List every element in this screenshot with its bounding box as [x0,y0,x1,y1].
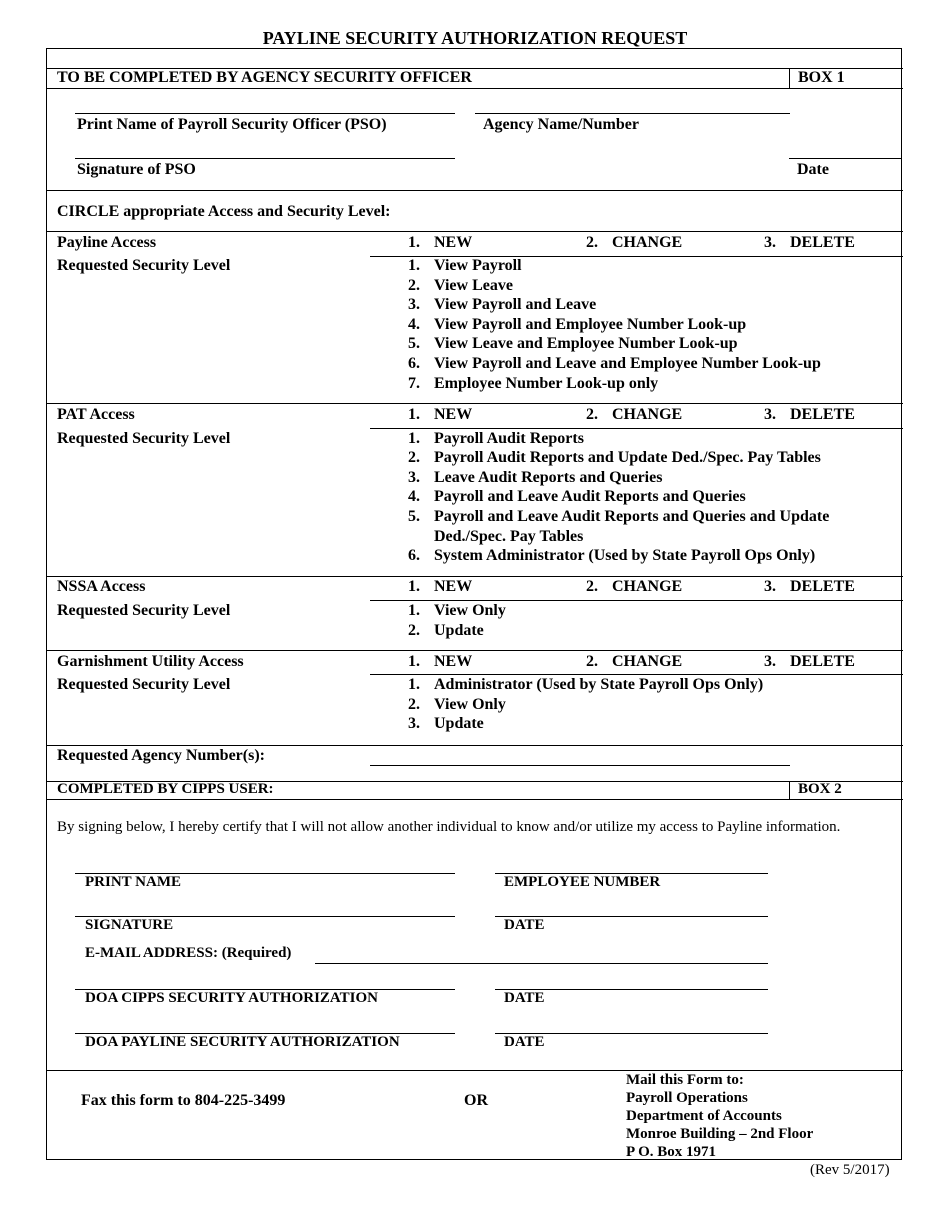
garnishment-access-label: Garnishment Utility Access [57,653,244,670]
mail-line: Mail this Form to: [626,1072,744,1088]
cipps-auth-label: DOA CIPPS SECURITY AUTHORIZATION [85,990,378,1006]
level-number: 1. [408,676,420,693]
action-change[interactable]: CHANGE [612,406,683,423]
pso-date-line[interactable] [789,158,902,159]
garnishment-level-option[interactable]: View Only [434,696,506,713]
pat-level-option[interactable]: System Administrator (Used by State Payroll Ops Only) [434,547,816,564]
level-number: 5. [408,508,420,525]
agency-numbers-line[interactable] [370,765,790,766]
level-number: 4. [408,488,420,505]
action-number: 3. [764,406,776,423]
payline-access-label: Payline Access [57,234,157,251]
payline-date-label: DATE [504,1034,545,1050]
pat-level-option-continued[interactable]: Ded./Spec. Pay Tables [434,528,584,545]
level-number: 6. [408,355,420,372]
action-new[interactable]: NEW [434,653,473,670]
pat-level-option[interactable]: Leave Audit Reports and Queries [434,469,663,486]
print-name-label: PRINT NAME [85,874,181,890]
box1-label: BOX 1 [798,69,845,86]
action-new[interactable]: NEW [434,234,473,251]
pso-signature-label: Signature of PSO [77,161,196,178]
level-number: 2. [408,696,420,713]
or-label: OR [464,1092,488,1109]
payline-auth-label: DOA PAYLINE SECURITY AUTHORIZATION [85,1034,400,1050]
level-number: 3. [408,469,420,486]
level-number: 1. [408,430,420,447]
action-delete[interactable]: DELETE [790,234,855,251]
level-number: 4. [408,316,420,333]
nssa-level-option[interactable]: Update [434,622,484,639]
level-number: 1. [408,602,420,619]
level-number: 2. [408,449,420,466]
agency-line[interactable] [475,113,790,114]
level-number: 6. [408,547,420,564]
mail-line: Monroe Building – 2nd Floor [626,1126,814,1142]
action-number: 1. [408,234,420,251]
garnishment-level-option[interactable]: Administrator (Used by State Payroll Ops Only) [434,676,764,693]
email-line[interactable] [315,963,768,964]
pso-date-label: Date [797,161,829,178]
mail-line: Payroll Operations [626,1090,748,1106]
mail-line: P O. Box 1971 [626,1144,717,1160]
action-number: 2. [586,653,598,670]
agency-numbers-label: Requested Agency Number(s): [57,747,265,764]
level-number: 3. [408,715,420,732]
nssa-access-label: NSSA Access [57,578,146,595]
action-number: 1. [408,406,420,423]
level-number: 2. [408,622,420,639]
payline-level-option[interactable]: View Leave and Employee Number Look-up [434,335,738,352]
action-number: 3. [764,653,776,670]
fax-instruction: Fax this form to 804-225-3499 [81,1092,286,1109]
action-number: 2. [586,578,598,595]
action-new[interactable]: NEW [434,578,473,595]
pat-level-option[interactable]: Payroll and Leave Audit Reports and Queries [434,488,746,505]
pat-level-option[interactable]: Payroll Audit Reports [434,430,584,447]
garnishment-security-level-label: Requested Security Level [57,676,231,693]
payline-level-option[interactable]: View Payroll [434,257,522,274]
action-delete[interactable]: DELETE [790,578,855,595]
payline-security-level-label: Requested Security Level [57,257,231,274]
pso-name-line[interactable] [75,113,455,114]
level-number: 1. [408,257,420,274]
payline-level-option[interactable]: View Payroll and Leave [434,296,597,313]
email-label: E-MAIL ADDRESS: (Required) [85,945,292,961]
employee-number-label: EMPLOYEE NUMBER [504,874,661,890]
level-number: 2. [408,277,420,294]
payline-level-option[interactable]: Employee Number Look-up only [434,375,659,392]
payline-level-option[interactable]: View Leave [434,277,513,294]
action-number: 3. [764,578,776,595]
box2-label: BOX 2 [798,781,842,797]
action-change[interactable]: CHANGE [612,234,683,251]
pso-name-label: Print Name of Payroll Security Officer (PSO) [77,116,387,133]
nssa-security-level-label: Requested Security Level [57,602,231,619]
action-number: 3. [764,234,776,251]
action-delete[interactable]: DELETE [790,653,855,670]
box1-header: TO BE COMPLETED BY AGENCY SECURITY OFFICER [57,69,472,86]
box2-header: COMPLETED BY CIPPS USER: [57,781,274,797]
action-number: 1. [408,578,420,595]
certification-text: By signing below, I hereby certify that I will not allow another individual to know and/or utilize my access to Payline information. [57,819,841,835]
mail-line: Department of Accounts [626,1108,782,1124]
pso-signature-line[interactable] [75,158,455,159]
action-number: 2. [586,234,598,251]
action-change[interactable]: CHANGE [612,653,683,670]
payline-level-option[interactable]: View Payroll and Leave and Employee Number Look-up [434,355,821,372]
pat-security-level-label: Requested Security Level [57,430,231,447]
pat-level-option[interactable]: Payroll and Leave Audit Reports and Queries and Update [434,508,830,525]
mail-address [626,1071,813,1161]
level-number: 5. [408,335,420,352]
signature-date-label: DATE [504,917,545,933]
level-number: 3. [408,296,420,313]
action-number: 2. [586,406,598,423]
action-change[interactable]: CHANGE [612,578,683,595]
nssa-level-option[interactable]: View Only [434,602,506,619]
action-new[interactable]: NEW [434,406,473,423]
payline-level-option[interactable]: View Payroll and Employee Number Look-up [434,316,747,333]
pat-access-label: PAT Access [57,406,135,423]
garnishment-level-option[interactable]: Update [434,715,484,732]
page-title: PAYLINE SECURITY AUTHORIZATION REQUEST [262,28,688,48]
cipps-date-label: DATE [504,990,545,1006]
action-number: 1. [408,653,420,670]
agency-label: Agency Name/Number [483,116,639,133]
signature-label: SIGNATURE [85,917,174,933]
pat-level-option[interactable]: Payroll Audit Reports and Update Ded./Spec. Pay Tables [434,449,821,466]
level-number: 7. [408,375,420,392]
circle-instruction: CIRCLE appropriate Access and Security Level: [57,203,391,220]
revision-label: (Rev 5/2017) [810,1162,890,1178]
action-delete[interactable]: DELETE [790,406,855,423]
